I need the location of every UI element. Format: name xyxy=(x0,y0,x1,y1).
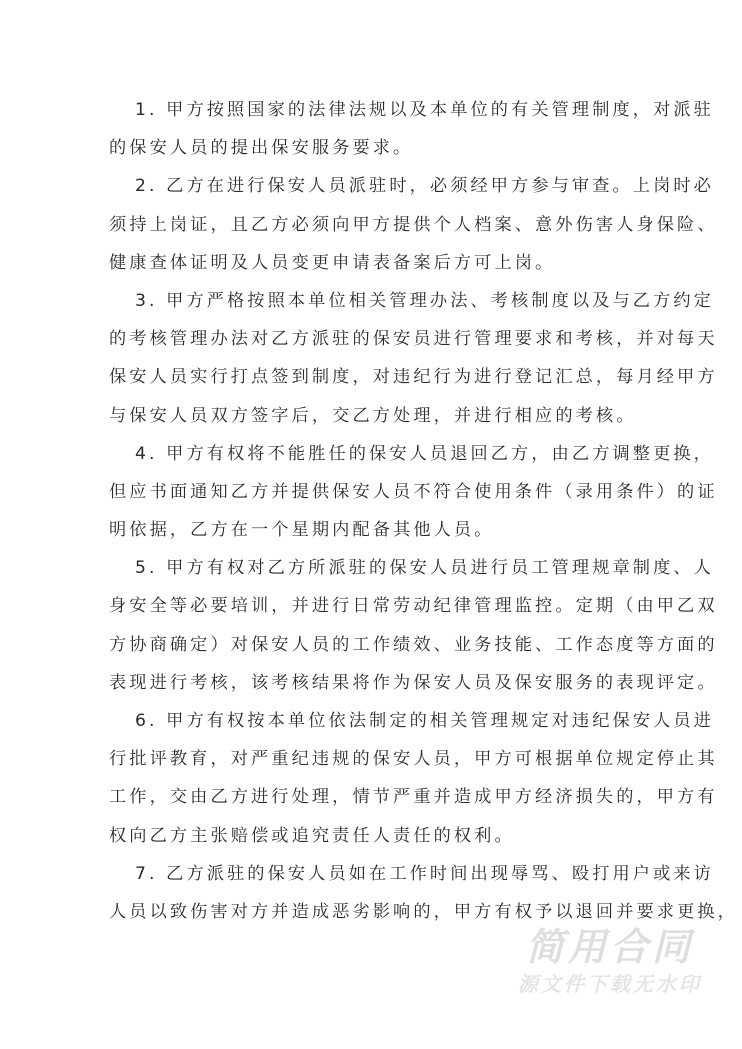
clause-2 xyxy=(109,167,718,282)
clause-line: 方协商确定）对保安人员的工作绩效、业务技能、工作态度等方面的 xyxy=(109,634,718,655)
clause-line: 保安人员实行打点签到制度，对违纪行为进行登记汇总，每月经甲方 xyxy=(109,367,718,388)
clause-line: 的保安人员的提出保安服务要求。 xyxy=(109,138,414,159)
watermark-title: 简用合同 xyxy=(525,925,694,969)
clause-line: 7. 乙方派驻的保安人员如在工作时间出现辱骂、殴打用户或来访 xyxy=(135,863,714,884)
clause-line: 与保安人员双方签字后，交乙方处理，并进行相应的考核。 xyxy=(109,405,637,426)
clause-line: 明依据，乙方在一个星期内配备其他人员。 xyxy=(109,520,495,541)
document-body xyxy=(109,91,738,931)
watermark-subtitle: 源文件下载无水印 xyxy=(518,972,702,996)
clause-line: 2. 乙方在进行保安人员派驻时，必须经甲方参与审查。上岗时必 xyxy=(135,176,714,197)
clause-line: 健康查体证明及人员变更申请表备案后方可上岗。 xyxy=(109,252,556,273)
clause-line: 权向乙方主张赔偿或追究责任人责任的权利。 xyxy=(109,825,515,846)
clause-line: 须持上岗证，且乙方必须向甲方提供个人档案、意外伤害人身保险、 xyxy=(109,214,718,235)
clause-line: 3. 甲方严格按照本单位相关管理办法、考核制度以及与乙方约定 xyxy=(135,290,714,311)
clause-line: 的考核管理办法对乙方派驻的保安员进行管理要求和考核，并对每天 xyxy=(109,329,718,350)
clause-line: 1. 甲方按照国家的法律法规以及本单位的有关管理制度，对派驻 xyxy=(135,100,714,120)
clause-6 xyxy=(109,702,718,855)
clause-5 xyxy=(109,549,718,702)
clause-line: 5. 甲方有权对乙方所派驻的保安人员进行员工管理规章制度、人 xyxy=(135,558,714,579)
clause-line: 行批评教育，对严重纪违规的保安人员，甲方可根据单位规定停止其 xyxy=(109,749,718,770)
clause-line: 人员以致伤害对方并造成恶劣影响的，甲方有权予以退回并要求更换， xyxy=(109,901,738,922)
clause-line: 6. 甲方有权按本单位依法制定的相关管理规定对违纪保安人员进 xyxy=(135,711,714,731)
clause-line: 工作，交由乙方进行处理，情节严重并造成甲方经济损失的，甲方有 xyxy=(109,787,718,808)
clause-line: 但应书面通知乙方并提供保安人员不符合使用条件（录用条件）的证 xyxy=(109,481,718,502)
clause-line: 4. 甲方有权将不能胜任的保安人员退回乙方，由乙方调整更换， xyxy=(135,443,714,464)
clause-line: 身安全等必要培训，并进行日常劳动纪律管理监控。定期（由甲乙双 xyxy=(109,596,718,617)
clause-1 xyxy=(109,91,714,167)
watermark xyxy=(510,925,710,999)
clause-line: 表现进行考核，该考核结果将作为保安人员及保安服务的表现评定。 xyxy=(109,672,718,693)
clause-3 xyxy=(109,282,718,435)
clause-4 xyxy=(109,435,718,550)
clause-7 xyxy=(109,855,738,931)
